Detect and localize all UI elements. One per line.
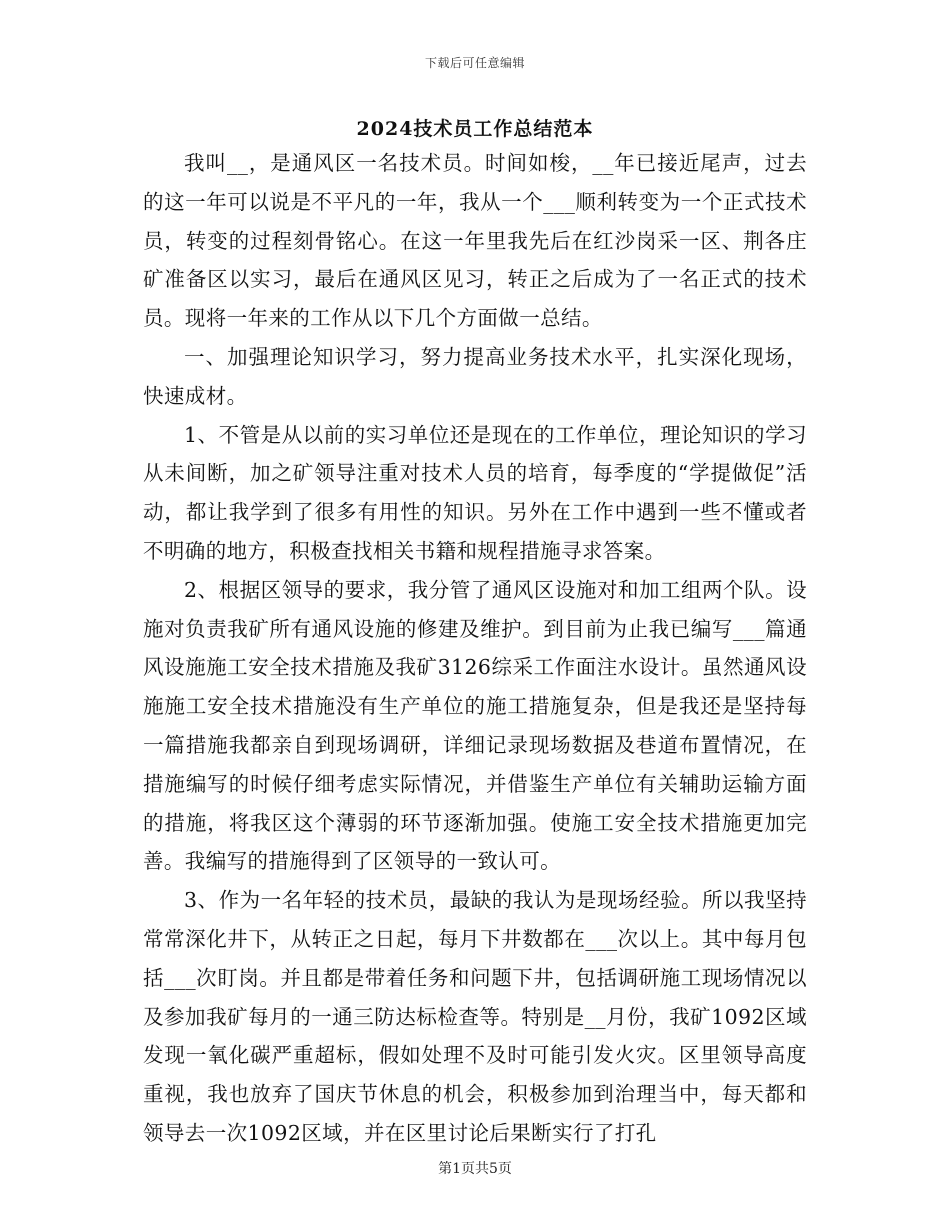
page-header-note: 下载后可任意编辑 [424,56,525,70]
page-footer-number: 第1页共5页 [438,1161,512,1177]
paragraph-item-1: 1、不管是从以前的实习单位还是现在的工作单位，理论知识的学习从未间断，加之矿领导注重对技术人员的培育，每季度的“学提做促”活动，都让我学到了很多有用性的知识。另外在工作中遇到一些不懂或者不明确的地方，积极查找相关书籍和规程措施寻求答案。 [143,422,807,563]
paragraph-intro: 我叫__，是通风区一名技术员。时间如梭，__年已接近尾声，过去的这一年可以说是不平凡的一年，我从一个___顺利转变为一个正式技术员，转变的过程刻骨铭心。在这一年里我先后在红沙岗采一区、荆各庄矿准备区以实习，最后在通风区见习，转正之后成为了一名正式的技术员。现将一年来的工作从以下几个方面做一总结。 [143,151,807,331]
paragraph-section-one-heading: 一、加强理论知识学习，努力提高业务技术水平，扎实深化现场，快速成材。 [143,344,807,408]
paragraph-item-2: 2、根据区领导的要求，我分管了通风区设施对和加工组两个队。设施对负责我矿所有通风设施的修建及维护。到目前为止我已编写___篇通风设施施工安全技术措施及我矿3126综采工作面注水设计。虽然通风设施施工安全技术措施没有生产单位的施工措施复杂，但是我还是坚持每一篇措施我都亲自到现场调研，详细记录现场数据及巷道布置情况，在措施编写的时候仔细考虑实际情况，并借鉴生产单位有关辅助运输方面的措施，将我区这个薄弱的环节逐渐加强。使施工安全技术措施更加完善。我编写的措施得到了区领导的一致认可。 [143,577,807,874]
paragraph-item-3: 3、作为一名年轻的技术员，最缺的我认为是现场经验。所以我坚持常常深化井下，从转正之日起，每月下井数都在___次以上。其中每月包括___次盯岗。并且都是带着任务和问题下井，包括调研施工现场情况以及参加我矿每月的一通三防达标检查等。特别是__月份，我矿1092区域发现一氧化碳严重超标，假如处理不及时可能引发火灾。区里领导高度重视，我也放弃了国庆节休息的机会，积极参加到治理当中，每天都和领导去一次1092区域，并在区里讨论后果断实行了打孔 [143,888,807,1145]
document-body [143,144,807,1153]
document-title: 2024技术员工作总结范本 [356,118,594,140]
